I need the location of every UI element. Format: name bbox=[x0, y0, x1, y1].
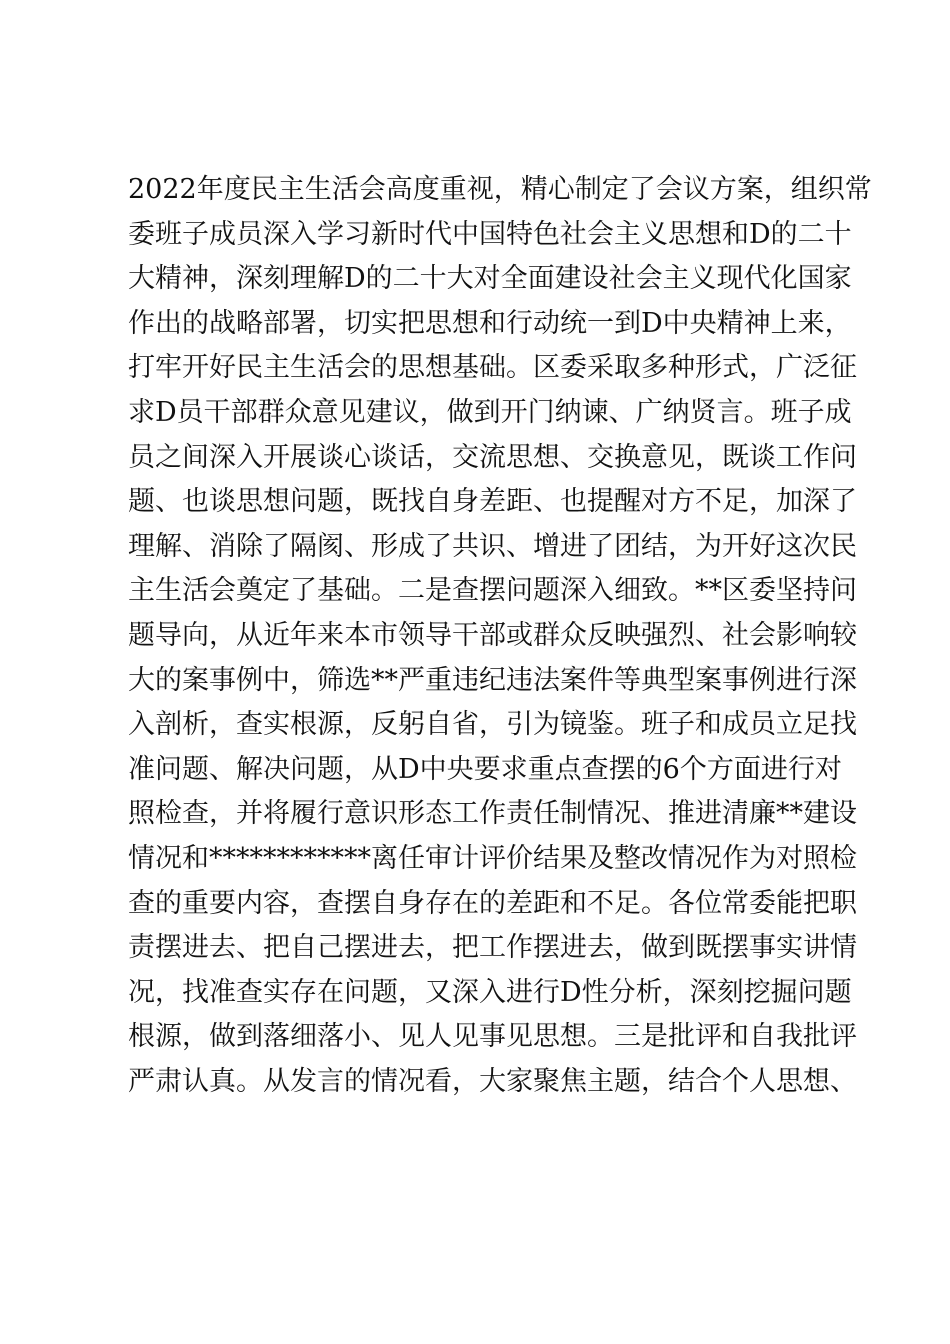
text-line: 准问题、解决问题，从D中央要求重点查摆的6个方面进行对 bbox=[128, 753, 842, 785]
text-line: 委班子成员深入学习新时代中国特色社会主义思想和D的二十 bbox=[128, 218, 852, 250]
text-line: 理解、消除了隔阂、形成了共识、增进了团结，为开好这次民 bbox=[128, 530, 857, 562]
text-line: 打牢开好民主生活会的思想基础。区委采取多种形式，广泛征 bbox=[128, 352, 857, 384]
text-line: 主生活会奠定了基础。二是查摆问题深入细致。**区委坚持问 bbox=[128, 575, 857, 607]
text-line: 入剖析，查实根源，反躬自省，引为镜鉴。班子和成员立足找 bbox=[128, 709, 857, 741]
text-line: 大精神，深刻理解D的二十大对全面建设社会主义现代化国家 bbox=[128, 263, 852, 295]
text-line: 2022年度民主生活会高度重视，精心制定了会议方案，组织常 bbox=[128, 174, 872, 205]
text-line: 大的案事例中，筛选**严重违纪违法案件等典型案事例进行深 bbox=[128, 664, 857, 696]
text-line: 作出的战略部署，切实把思想和行动统一到D中央精神上来， bbox=[128, 307, 852, 339]
text-line: 情况和************离任审计评价结果及整改情况作为对照检 bbox=[128, 842, 857, 874]
text-line: 求D员干部群众意见建议，做到开门纳谏、广纳贤言。班子成 bbox=[128, 396, 852, 428]
text-line: 根源，做到落细落小、见人见事见思想。三是批评和自我批评 bbox=[128, 1021, 857, 1053]
text-line: 照检查，并将履行意识形态工作责任制情况、推进清廉**建设 bbox=[128, 798, 857, 830]
text-line: 员之间深入开展谈心谈话，交流思想、交换意见，既谈工作问 bbox=[128, 441, 857, 473]
text-line: 况，找准查实存在问题，又深入进行D性分析，深刻挖掘问题 bbox=[128, 976, 852, 1008]
text-line: 严肃认真。从发言的情况看，大家聚焦主题，结合个人思想、 bbox=[128, 1065, 857, 1097]
text-line: 查的重要内容，查摆自身存在的差距和不足。各位常委能把职 bbox=[128, 887, 857, 919]
text-line: 题导向，从近年来本市领导干部或群众反映强烈、社会影响较 bbox=[128, 619, 857, 651]
body-paragraph bbox=[128, 168, 872, 1104]
text-line: 责摆进去、把自己摆进去，把工作摆进去，做到既摆事实讲情 bbox=[128, 932, 857, 964]
text-line: 题、也谈思想问题，既找自身差距、也提醒对方不足，加深了 bbox=[128, 486, 857, 518]
